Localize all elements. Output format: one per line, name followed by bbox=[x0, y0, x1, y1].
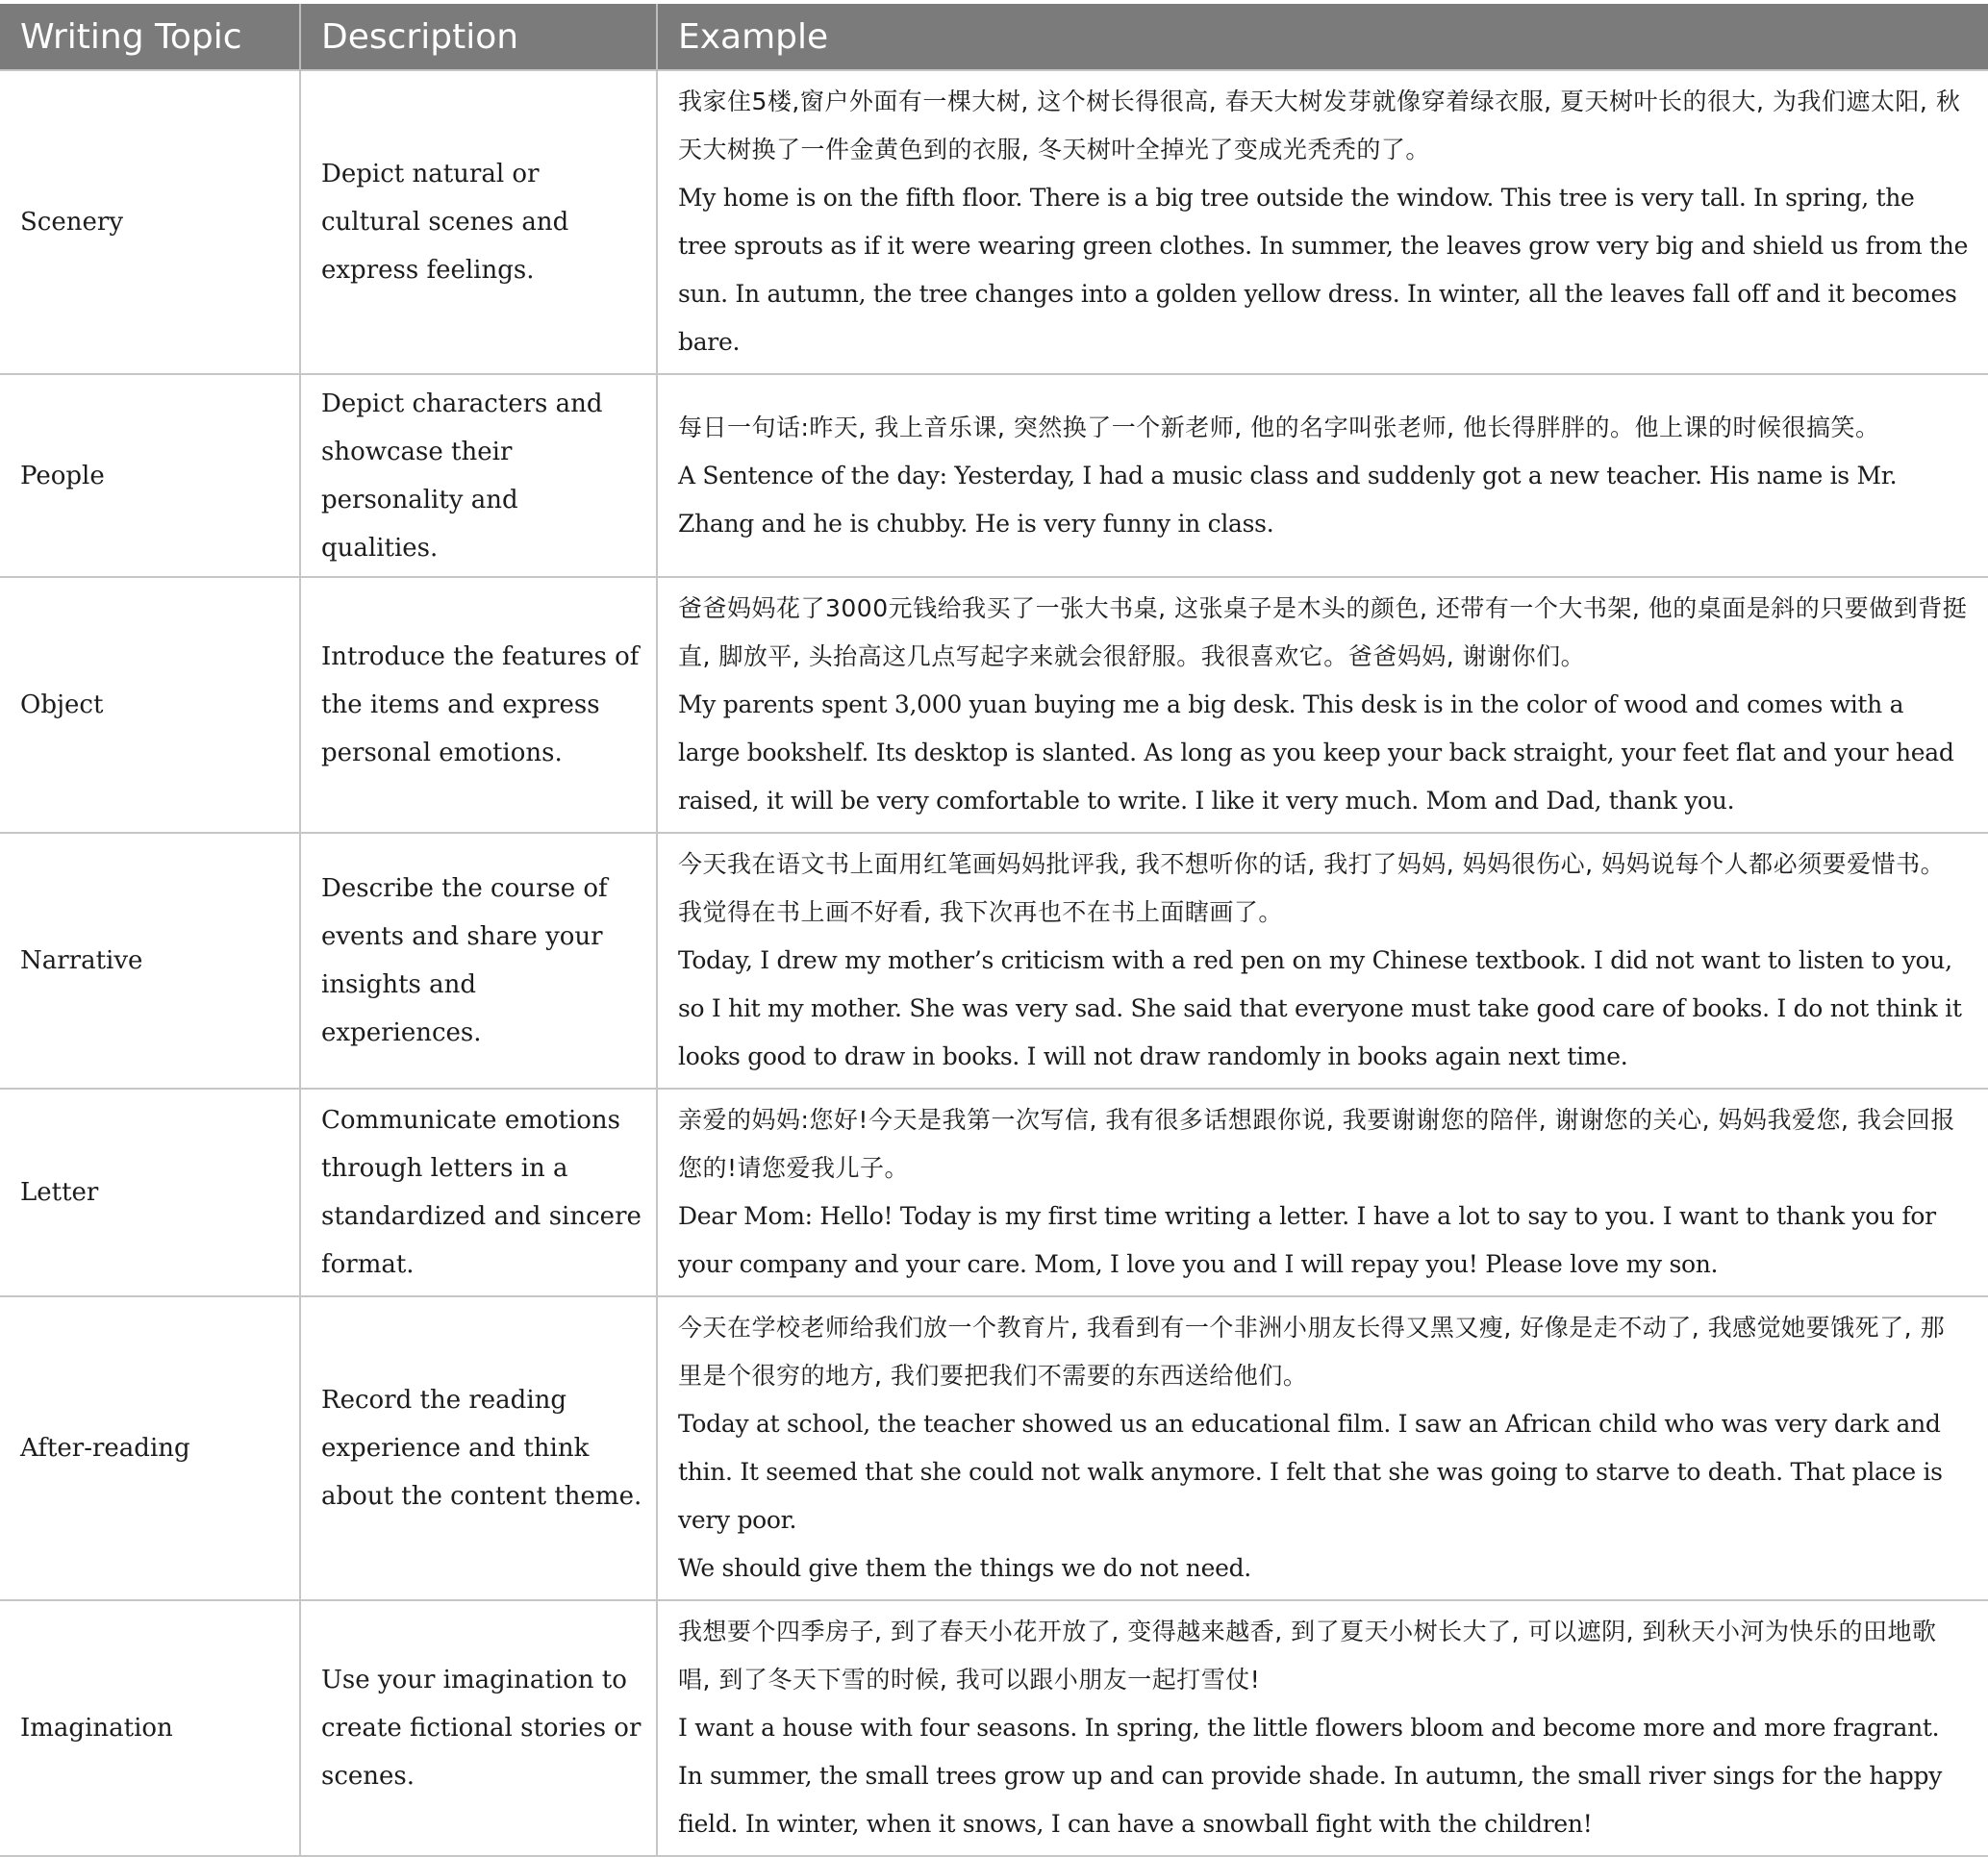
example-english-text: My parents spent 3,000 yuan buying me a big desk. This desk is in the color of wood and comes with a large bookshelf. Its desktop is slanted. As long as you keep your back straight, your feet flat and your head raised, it will be very comfortable to write. I like it very much. Mom and Dad, thank you. bbox=[678, 690, 1954, 815]
example-cell bbox=[657, 577, 1988, 833]
description-cell: Record the reading experience and think about the content theme. bbox=[300, 1296, 657, 1600]
description-cell: Communicate emotions through letters in a standardized and sincere format. bbox=[300, 1089, 657, 1296]
example-english-text: Dear Mom: Hello! Today is my first time writing a letter. I have a lot to say to you. I want to thank you for your company and your care. Mom, I love you and I will repay you! Please love my son. bbox=[678, 1202, 1936, 1278]
description-cell: Depict natural or cultural scenes and express feelings. bbox=[300, 70, 657, 374]
table-row bbox=[0, 833, 1988, 1089]
header-example: Example bbox=[657, 4, 1988, 70]
example-english-text-continued: We should give them the things we do not need. bbox=[678, 1554, 1251, 1582]
example-english-text: I want a house with four seasons. In spring, the little flowers bloom and become more and more fragrant. In summer, the small trees grow up and can provide shade. In autumn, the small river sings for the happy field. In winter, when it snows, I can have a snowball fight with the children! bbox=[678, 1714, 1943, 1838]
example-english-text: A Sentence of the day: Yesterday, I had a music class and suddenly got a new teacher. His name is Mr. Zhang and he is chubby. He is very funny in class. bbox=[678, 461, 1898, 538]
example-english-text: My home is on the fifth floor. There is a big tree outside the window. This tree is very tall. In spring, the tree sprouts as if it were wearing green clothes. In summer, the leaves grow very big and shield us from the sun. In autumn, the tree changes into a golden yellow dress. In winter, all the leaves fall off and it becomes bare. bbox=[678, 184, 1969, 356]
table-row bbox=[0, 1089, 1988, 1296]
table-row bbox=[0, 374, 1988, 577]
description-cell: Use your imagination to create fictional stories or scenes. bbox=[300, 1600, 657, 1856]
topic-cell: After-reading bbox=[0, 1296, 300, 1600]
example-english-text: Today at school, the teacher showed us an educational film. I saw an African child who was very dark and thin. It seemed that she could not walk anymore. I felt that she was going to starve to death. That place is very poor. bbox=[678, 1410, 1943, 1534]
example-cell bbox=[657, 1089, 1988, 1296]
example-chinese-text: 亲爱的妈妈:您好!今天是我第一次写信, 我有很多话想跟你说, 我要谢谢您的陪伴, 谢谢您的关心, 妈妈我爱您, 我会回报您的!请您爱我儿子。 bbox=[678, 1106, 1955, 1182]
topic-cell: Object bbox=[0, 577, 300, 833]
example-cell bbox=[657, 1600, 1988, 1856]
table-body bbox=[0, 70, 1988, 1856]
topic-cell: Imagination bbox=[0, 1600, 300, 1856]
example-cell bbox=[657, 374, 1988, 577]
header-writing-topic: Writing Topic bbox=[0, 4, 300, 70]
example-english-text: Today, I drew my mother’s criticism with a red pen on my Chinese textbook. I did not want to listen to you, so I hit my mother. She was very sad. She said that everyone must take good care of books. I do not think it looks good to draw in books. I will not draw randomly in books again next time. bbox=[678, 946, 1962, 1070]
topic-cell: Letter bbox=[0, 1089, 300, 1296]
example-cell bbox=[657, 1296, 1988, 1600]
description-cell: Introduce the features of the items and express personal emotions. bbox=[300, 577, 657, 833]
example-cell bbox=[657, 70, 1988, 374]
table-row bbox=[0, 1296, 1988, 1600]
table-row bbox=[0, 1600, 1988, 1856]
description-cell: Depict characters and showcase their personality and qualities. bbox=[300, 374, 657, 577]
topic-cell: People bbox=[0, 374, 300, 577]
header-row bbox=[0, 4, 1988, 70]
table-header bbox=[0, 4, 1988, 70]
writing-topics-table bbox=[0, 4, 1988, 1857]
table-row bbox=[0, 577, 1988, 833]
example-chinese-text: 我想要个四季房子, 到了春天小花开放了, 变得越来越香, 到了夏天小树长大了, 可以遮阴, 到秋天小河为快乐的田地歌唱, 到了冬天下雪的时候, 我可以跟小朋友一起打雪仗! bbox=[678, 1618, 1937, 1694]
description-cell: Describe the course of events and share your insights and experiences. bbox=[300, 833, 657, 1089]
example-cell bbox=[657, 833, 1988, 1089]
example-chinese-text: 我家住5楼,窗户外面有一棵大树, 这个树长得很高, 春天大树发芽就像穿着绿衣服, 夏天树叶长的很大, 为我们遮太阳, 秋天大树换了一件金黄色到的衣服, 冬天树叶全掉光了变成光秃秃的了。 bbox=[678, 88, 1961, 163]
example-chinese-text: 今天我在语文书上面用红笔画妈妈批评我, 我不想听你的话, 我打了妈妈, 妈妈很伤心, 妈妈说每个人都必须要爱惜书。我觉得在书上画不好看, 我下次再也不在书上面瞎画了。 bbox=[678, 850, 1946, 926]
header-description: Description bbox=[300, 4, 657, 70]
example-chinese-text: 每日一句话:昨天, 我上音乐课, 突然换了一个新老师, 他的名字叫张老师, 他长得胖胖的。他上课的时候很搞笑。 bbox=[678, 413, 1880, 441]
example-chinese-text: 今天在学校老师给我们放一个教育片, 我看到有一个非洲小朋友长得又黑又瘦, 好像是走不动了, 我感觉她要饿死了, 那里是个很穷的地方, 我们要把我们不需要的东西送给他们。 bbox=[678, 1314, 1946, 1390]
example-chinese-text: 爸爸妈妈花了3000元钱给我买了一张大书桌, 这张桌子是木头的颜色, 还带有一个大书架, 他的桌面是斜的只要做到背挺直, 脚放平, 头抬高这几点写起字来就会很舒服。我很喜欢它。爸爸妈妈, 谢谢你们。 bbox=[678, 594, 1968, 670]
topic-cell: Narrative bbox=[0, 833, 300, 1089]
table-row bbox=[0, 70, 1988, 374]
topic-cell: Scenery bbox=[0, 70, 300, 374]
